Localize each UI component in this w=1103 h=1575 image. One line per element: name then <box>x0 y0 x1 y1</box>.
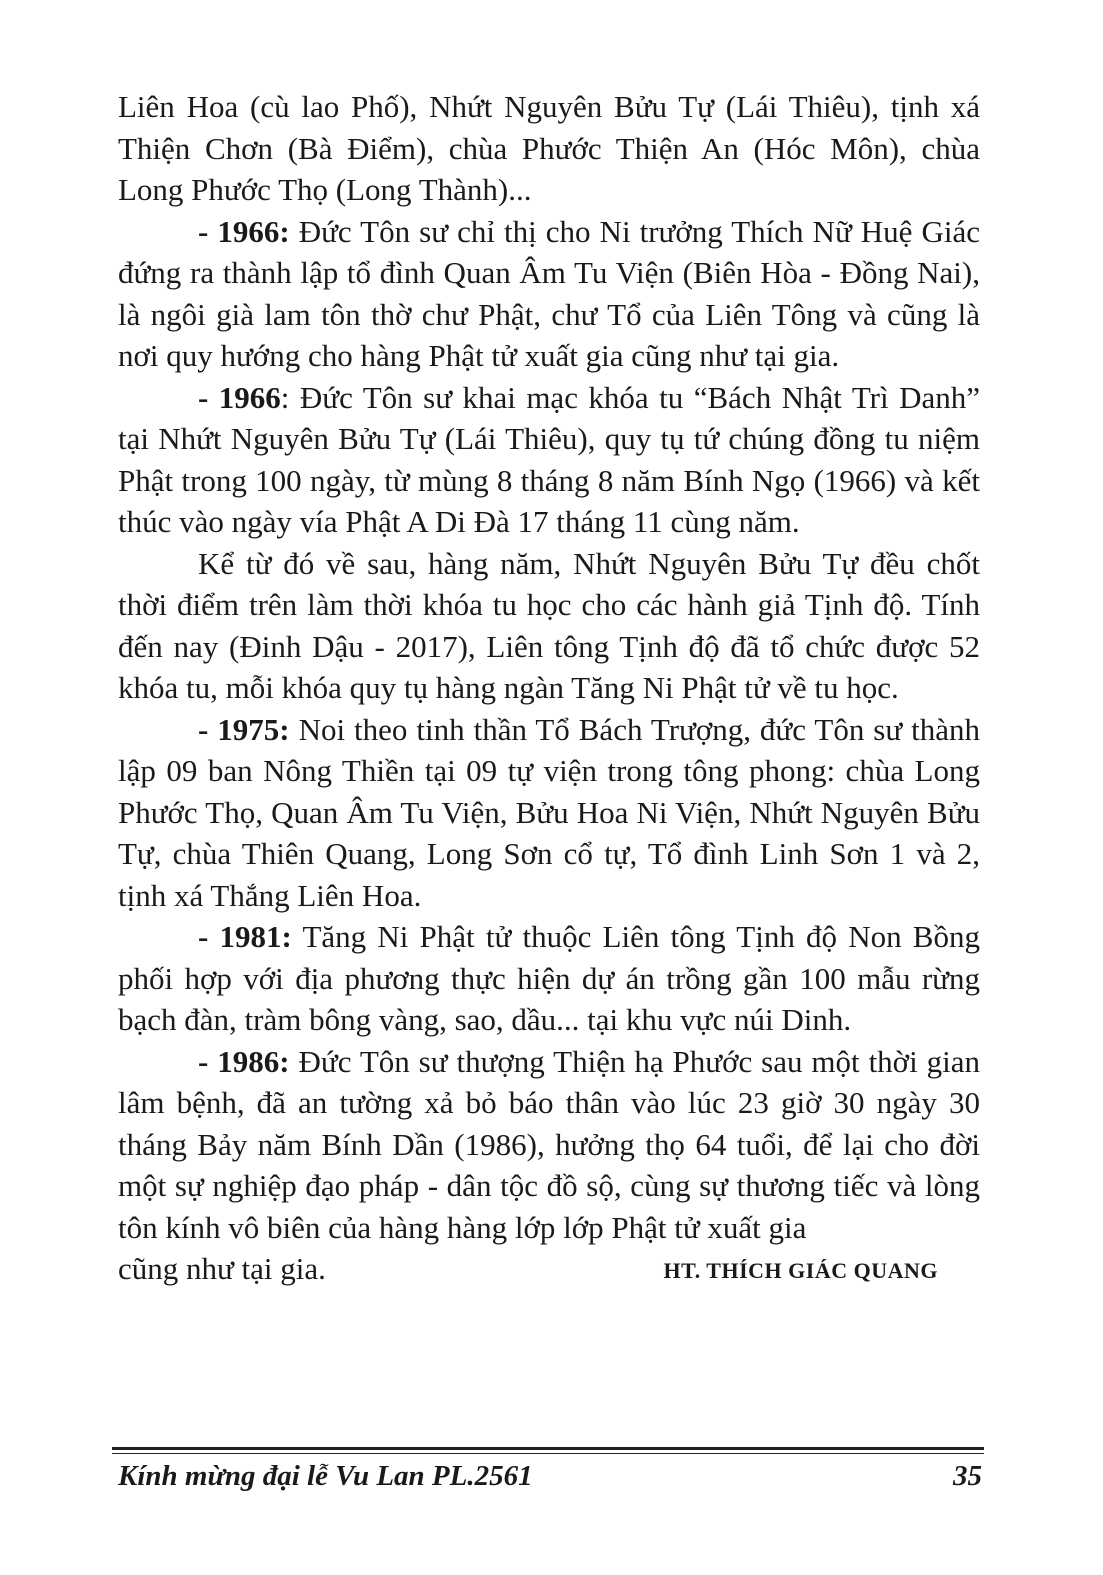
author-signature: HT. THÍCH GIÁC QUANG <box>663 1258 938 1283</box>
footer-title: Kính mừng đại lễ Vu Lan PL.2561 <box>118 1460 533 1492</box>
paragraph-text: Noi theo tinh thần Tổ Bách Trượng, đức Tôn sư thành lập 09 ban Nông Thiền tại 09 tự viện trong tông phong: chùa Long Phước Thọ, Quan Âm Tu Viện, Bửu Hoa Ni Viện, Nhứt Nguyên Bửu Tự, chùa Thiên Quang, Long Sơn cổ tự, Tổ đình Linh Sơn 1 và 2, tịnh xá Thắng Liên Hoa. <box>118 711 980 913</box>
body-text <box>118 86 980 1290</box>
year-label: - 1986: <box>198 1043 290 1079</box>
paragraph-text: : Đức Tôn sư khai mạc khóa tu “Bách Nhật Trì Danh” tại Nhứt Nguyên Bửu Tự (Lái Thiêu), quy tụ tứ chúng đồng tu niệm Phật trong 100 ngày, từ mùng 8 tháng 8 năm Bính Ngọ (1966) và kết thúc vào ngày vía Phật A Di Đà 17 tháng 11 cùng năm. <box>118 379 980 539</box>
paragraph-1966-bach-nhat <box>118 377 980 543</box>
paragraph-1986 <box>118 1041 980 1249</box>
paragraph-1966-quan-am <box>118 211 980 377</box>
paragraph-text: Đức Tôn sư chỉ thị cho Ni trưởng Thích Nữ Huệ Giác đứng ra thành lập tổ đình Quan Âm Tu Viện (Biên Hòa - Đồng Nai), là ngôi già lam tôn thờ chư Phật, chư Tổ của Liên Tông và cũng là nơi quy hướng cho hàng Phật tử xuất gia cũng như tại gia. <box>118 213 981 373</box>
paragraph-text: Đức Tôn sư thượng Thiện hạ Phước sau một thời gian lâm bệnh, đã an tường xả bỏ báo thân vào lúc 23 giờ 30 ngày 30 tháng Bảy năm Bính Dần (1986), hưởng thọ 64 tuổi, để lại cho đời một sự nghiệp đạo pháp - dân tộc đồ sộ, cùng sự thương tiếc và lòng tôn kính vô biên của hàng hàng lớp lớp Phật tử xuất gia <box>118 1043 980 1245</box>
year-label: - 1966 <box>198 379 281 415</box>
year-label: - 1975: <box>198 711 290 747</box>
closing-line <box>118 1248 980 1290</box>
year-label: - 1966: <box>198 213 290 249</box>
paragraph-1981 <box>118 916 980 1041</box>
year-label: - 1981: <box>198 919 292 954</box>
paragraph-since-then: Kể từ đó về sau, hàng năm, Nhứt Nguyên Bửu Tự đều chốt thời điểm trên làm thời khóa tu học cho các hành giả Tịnh độ. Tính đến nay (Đinh Dậu - 2017), Liên tông Tịnh độ đã tổ chức được 52 khóa tu, mỗi khóa quy tụ hàng ngàn Tăng Ni Phật tử về tu học. <box>118 545 980 705</box>
page-number: 35 <box>953 1460 982 1492</box>
paragraph-text: Tăng Ni Phật tử thuộc Liên tông Tịnh độ Non Bồng phối hợp với địa phương thực hiện dự án trồng gần 100 mẫu rừng bạch đàn, tràm bông vàng, sao, dầu... tại khu vực núi Dinh. <box>118 919 980 1037</box>
paragraph-1975 <box>118 709 980 917</box>
paragraph-continued: Liên Hoa (cù lao Phố), Nhứt Nguyên Bửu Tự (Lái Thiêu), tịnh xá Thiện Chơn (Bà Điểm), chùa Phước Thiện An (Hóc Môn), chùa Long Phước Thọ (Long Thành)... <box>118 89 980 207</box>
footer-divider <box>112 1447 984 1454</box>
closing-text: cũng như tại gia. <box>118 1251 326 1286</box>
